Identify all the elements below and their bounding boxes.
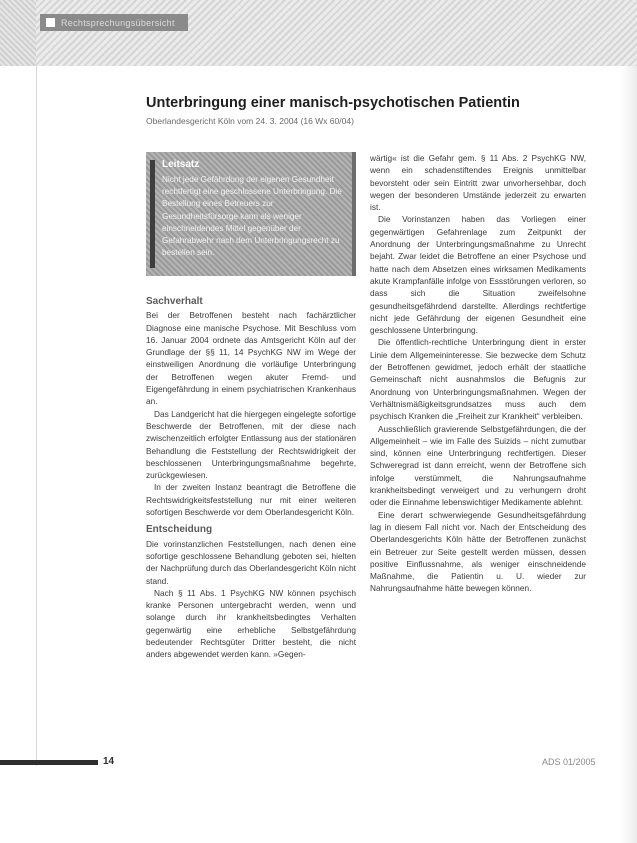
rubric-tab	[40, 14, 188, 31]
left-column	[146, 290, 356, 661]
paragraph: Ausschließlich gravierende Selbstgefährdungen, die der Allgemeinheit – wie im Falle des Suizids – nicht zumutbar sind, können eine Unterbringung rechtfertigen. Dieser Schweregrad ist dann erreicht, wenn der Betroffene sich infolge verstümmelt, die Nahrungsaufnahme krankheitsbedingt verweigert und zu verhungern droht oder die Einnahme lebenswichtiger Medikamente ablehnt.	[370, 423, 586, 508]
article-title: Unterbringung einer manisch-psychotischen Patientin	[146, 95, 520, 111]
leitsatz-box	[146, 152, 356, 276]
page-number: 14	[103, 756, 115, 767]
margin-rule	[36, 66, 37, 766]
paragraph: Das Landgericht hat die hiergegen eingelegte sofortige Beschwerde der Betroffenen, mit der diese nach zwischenzeitlich erfolgter Entlassung aus der stationären Behandlung die Feststellung der Rechtswidrigkeit der beschlossenen Unterbringungsmaßnahme begehrte, zurückgewiesen.	[146, 408, 356, 481]
leitsatz-text: Nicht jede Gefährdung der eigenen Gesundheit rechtfertigt eine geschlossene Unterbringung. Die Bestellung eines Betreuers zur Gesundheitsfürsorge kann als weniger einschneidendes Mittel gegenüber der Gefahrabwehr nach dem Unterbringungsrecht zu bestellen sein.	[162, 175, 342, 258]
paragraph: In der zweiten Instanz beantragt die Betroffene die Rechtswidrigkeitsfeststellung nur mit einer weiteren sofortigen Beschwerde vor dem Oberlandesgericht Köln.	[146, 482, 356, 518]
footer-bar	[0, 760, 98, 765]
paragraph: wärtig« ist die Gefahr gem. § 11 Abs. 2 PsychKG NW, wenn ein schadenstiftendes Ereignis unmittelbar bevorsteht oder sein Eintritt zwar unvorhersehbar, doch wegen der besonderen Umstände jederzeit zu erwarten ist.	[370, 153, 586, 213]
paragraph: Die Vorinstanzen haben das Vorliegen einer gegenwärtigen Gefahrenlage zum Zeitpunkt der Anordnung der Unterbringungsmaßnahme zu Unrecht bejaht. Zwar leidet die Betroffene an einer Psychose und hatte nach dem Absetzen eines wirksamen Medikaments akute Krampfanfälle infolge von Essstörungen verloren, so dass sich die Situation zweifelsohne gesundheitsgefährdend darstellte. Allerdings rechtfertige nicht jede Gefährdung der eigenen Gesundheit eine geschlossene Unterbringung.	[370, 214, 586, 336]
paragraph: Eine derart schwerwiegende Gesundheitsgefährdung lag in diesem Fall nicht vor. Nach der Entscheidung des Oberlandesgerichts Köln hätte der Betroffenen zunächst ein Betreuer zur Seite gestellt werden müssen, dessen positive Einflussnahme, als weniger einschneidende Maßnahme, die Patientin u. U. wieder zur Nahrungsaufnahme hätte bewegen können.	[370, 509, 586, 594]
header-band-pattern	[36, 0, 637, 66]
rubric-square-icon	[46, 18, 55, 27]
article-source: Oberlandesgericht Köln vom 24. 3. 2004 (16 Wx 60/04)	[146, 116, 354, 126]
paragraph: Die vorinstanzlichen Feststellungen, nach denen eine sofortige geschlossene Behandlung geboten sei, hielten der Nachprüfung durch das Oberlandesgericht Köln nicht stand.	[146, 538, 356, 586]
issue-label: ADS 01/2005	[542, 757, 596, 767]
paragraph: Die öffentlich-rechtliche Unterbringung dient in erster Linie dem Allgemeininteresse. Sie bezwecke dem Schutz der Betroffenen gewidmet, jedoch erhält der staatliche Gemeinschaft nicht ausnahmslos die Befugnis zur Anordnung von Unterbringungsmaßnahmen. Wegen der Verhältnismäßigkeitsgrundsatzes muss auch dem psychisch Kranken die „Freiheit zur Krankheit“ verbleiben.	[370, 337, 586, 422]
scan-edge-shadow	[620, 66, 637, 843]
section-heading-sachverhalt: Sachverhalt	[146, 296, 203, 307]
section-heading-entscheidung: Entscheidung	[146, 524, 213, 536]
leitsatz-accent-bar	[150, 160, 155, 268]
rubric-label: Rechtsprechungsübersicht	[61, 17, 175, 28]
header-band	[0, 0, 637, 66]
paragraph: Nach § 11 Abs. 1 PsychKG NW können psychisch kranke Personen untergebracht werden, wenn und solange durch ihr krankheitsbedingtes Verhalten gegenwärtig eine erhebliche Selbstgefährdung bedeutender Rechtsgüter Dritter besteht, die nicht anders abgewendet werden kann. »Gegen-	[146, 587, 356, 660]
paragraph: Bei der Betroffenen besteht nach fachärztlicher Diagnose eine manische Psychose. Mit Beschluss vom 16. Januar 2004 ordnete das Amtsgericht Köln auf der Grundlage der §§ 11, 14 PsychKG NW im Wege der einstweiligen Anordnung die vorläufige Unterbringung der Betroffenen wegen akuter Fremd- und Eigengefährdung in einem psychiatrischen Krankenhaus an.	[146, 310, 356, 407]
right-column	[370, 152, 586, 595]
leitsatz-heading: Leitsatz	[162, 159, 200, 170]
